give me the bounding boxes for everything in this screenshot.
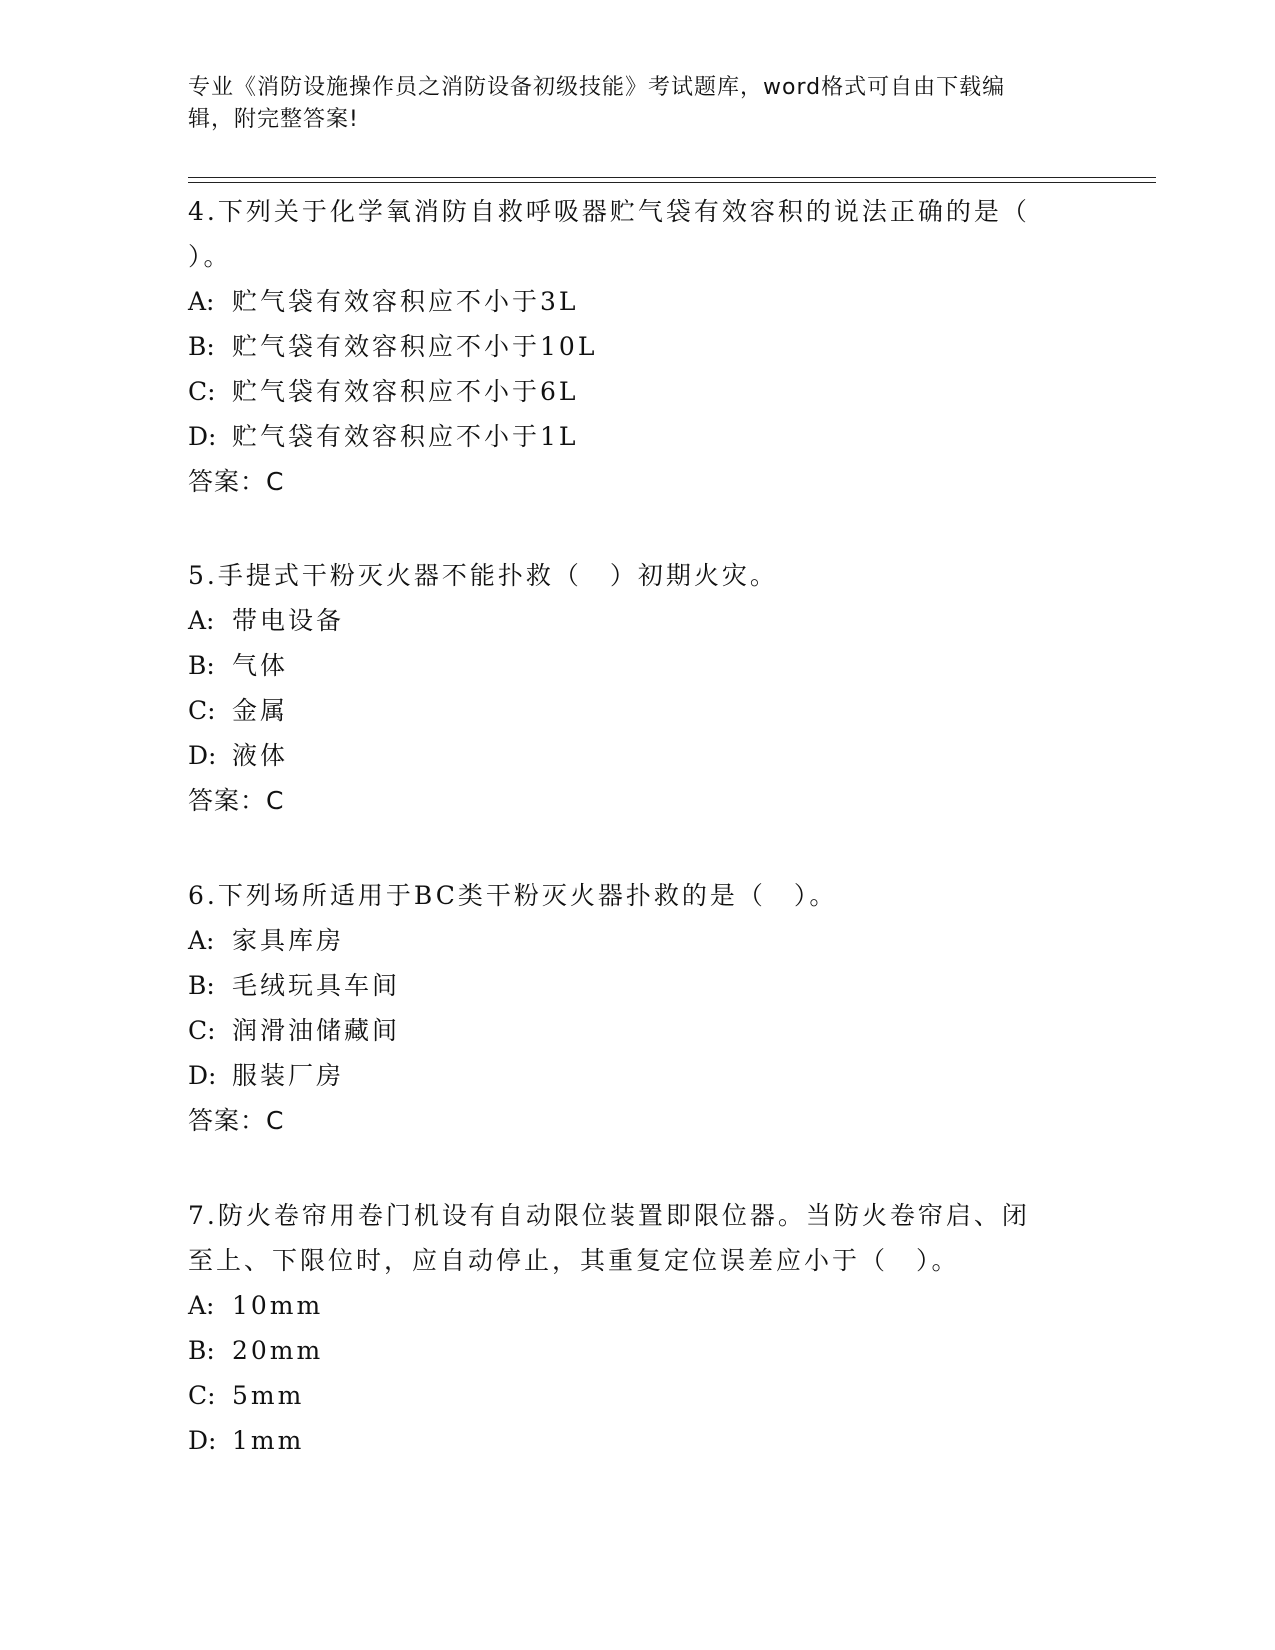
option-text: 毛绒玩具车间 bbox=[232, 971, 401, 1000]
option-key: D: bbox=[188, 422, 217, 451]
option-text: 贮气袋有效容积应不小于6L bbox=[232, 377, 579, 406]
option-text: 液体 bbox=[232, 741, 289, 770]
question-stem-line: 5.手提式干粉灭火器不能扑救（ ）初期火灾。 bbox=[188, 561, 778, 590]
option-b bbox=[188, 1328, 1088, 1373]
option-key: B: bbox=[188, 651, 215, 680]
option-text: 服装厂房 bbox=[232, 1061, 345, 1090]
option-a bbox=[188, 598, 1088, 643]
option-key: C: bbox=[188, 1016, 216, 1045]
question-stem-line: 至上、下限位时，应自动停止，其重复定位误差应小于（ ）。 bbox=[188, 1246, 960, 1275]
answer-line: 答案：C bbox=[188, 467, 285, 496]
option-b bbox=[188, 963, 1088, 1008]
option-d bbox=[188, 733, 1088, 778]
option-c bbox=[188, 369, 1088, 414]
header-divider-top bbox=[188, 177, 1156, 178]
document-header bbox=[188, 72, 1088, 136]
header-line-1: 专业《消防设施操作员之消防设备初级技能》考试题库，word格式可自由下载编 bbox=[188, 75, 1006, 100]
header-line-2: 辑，附完整答案! bbox=[188, 107, 359, 132]
question-stem-line: 6.下列场所适用于BC类干粉灭火器扑救的是（ ）。 bbox=[188, 881, 838, 910]
question-stem-line: ）。 bbox=[188, 242, 232, 271]
option-d bbox=[188, 1053, 1088, 1098]
option-c bbox=[188, 1373, 1088, 1418]
option-text: 20mm bbox=[232, 1336, 324, 1365]
question-4 bbox=[188, 189, 1088, 504]
option-c bbox=[188, 1008, 1088, 1053]
answer-line: 答案：C bbox=[188, 786, 285, 815]
option-key: A: bbox=[188, 926, 215, 955]
option-a bbox=[188, 279, 1088, 324]
option-text: 金属 bbox=[232, 696, 289, 725]
option-key: D: bbox=[188, 1061, 217, 1090]
question-6 bbox=[188, 873, 1088, 1143]
option-key: D: bbox=[188, 1426, 217, 1455]
option-text: 贮气袋有效容积应不小于10L bbox=[232, 332, 598, 361]
answer-line: 答案：C bbox=[188, 1106, 285, 1135]
option-key: B: bbox=[188, 1336, 215, 1365]
option-key: D: bbox=[188, 741, 217, 770]
option-text: 气体 bbox=[232, 651, 289, 680]
question-stem-line: 4.下列关于化学氧消防自救呼吸器贮气袋有效容积的说法正确的是（ bbox=[188, 197, 1030, 226]
option-text: 1mm bbox=[232, 1426, 305, 1455]
option-text: 贮气袋有效容积应不小于3L bbox=[232, 287, 579, 316]
question-5 bbox=[188, 553, 1088, 823]
option-a bbox=[188, 918, 1088, 963]
option-text: 5mm bbox=[232, 1381, 305, 1410]
option-b bbox=[188, 324, 1088, 369]
option-key: B: bbox=[188, 332, 215, 361]
option-a bbox=[188, 1283, 1088, 1328]
option-key: C: bbox=[188, 696, 216, 725]
option-key: A: bbox=[188, 287, 215, 316]
option-text: 家具库房 bbox=[232, 926, 345, 955]
option-key: A: bbox=[188, 1291, 215, 1320]
option-text: 贮气袋有效容积应不小于1L bbox=[232, 422, 579, 451]
option-text: 10mm bbox=[232, 1291, 324, 1320]
option-b bbox=[188, 643, 1088, 688]
option-c bbox=[188, 688, 1088, 733]
option-key: A: bbox=[188, 606, 215, 635]
option-text: 润滑油储藏间 bbox=[232, 1016, 401, 1045]
question-stem-line: 7.防火卷帘用卷门机设有自动限位装置即限位器。当防火卷帘启、闭 bbox=[188, 1201, 1030, 1230]
option-key: B: bbox=[188, 971, 215, 1000]
option-key: C: bbox=[188, 377, 216, 406]
option-text: 带电设备 bbox=[232, 606, 345, 635]
option-d bbox=[188, 414, 1088, 459]
question-7 bbox=[188, 1193, 1088, 1463]
option-key: C: bbox=[188, 1381, 216, 1410]
option-d bbox=[188, 1418, 1088, 1463]
header-divider-bottom bbox=[188, 182, 1156, 183]
